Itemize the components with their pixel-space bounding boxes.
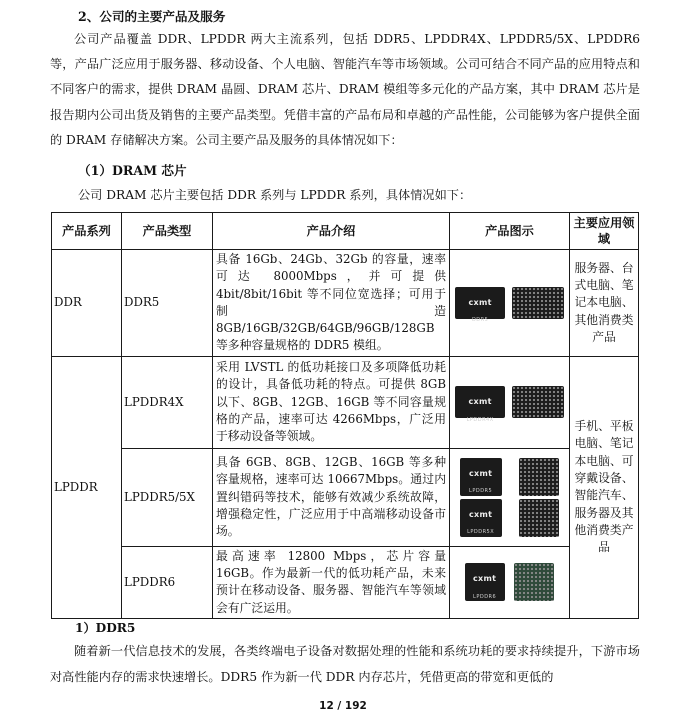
product-image-lpddr6 [450,546,570,618]
table-row [52,546,639,618]
table-intro: 公司 DRAM 芯片主要包括 DDR 系列与 LPDDR 系列，具体情况如下： [78,188,472,202]
type-cell: LPDDR4X [122,356,213,448]
page-number: 12 / 192 [319,700,367,712]
ddr5-heading: 1）DDR5 [75,621,136,635]
ddr5-paragraph [50,638,640,690]
product-image-lpddr5 [450,448,570,546]
chip-ballgrid-image [519,458,559,496]
domain-cell: 服务器、台式电脑、笔记本电脑、其他消费类产品 [570,250,639,357]
series-cell: DDR [52,250,122,357]
subheading-dram-chip: （1）DRAM 芯片 [78,163,187,178]
header-type: 产品类型 [122,213,213,250]
header-image: 产品图示 [450,213,570,250]
chip-top-image: cxmt LPDDR5 [460,458,502,496]
product-image-ddr5 [450,250,570,357]
section-heading: 2、公司的主要产品及服务 [78,9,226,24]
header-intro: 产品介绍 [213,213,450,250]
ddr5-text: 随着新一代信息技术的发展，各类终端电子设备对数据处理的性能和系统功耗的要求持续提升，下游市场对高性能内存的需求快速增长。DDR5 作为新一代 DDR 内存芯片，凭借更高的带宽和更低的 [50,644,640,684]
intro-cell: 具备 16Gb、24Gb、32Gb 的容量，速率可达 8000Mbps，并可提供 4bit/8bit/16bit 等不同位宽选择；可用于制造 8GB/16GB/32GB/64GB/96GB/128GB 等多种容量规格的 DDR5 模组。 [213,250,450,357]
product-table [51,212,639,619]
chip-ballgrid-image [519,499,559,537]
type-cell: DDR5 [122,250,213,357]
product-image-lpddr4x [450,356,570,448]
series-cell: LPDDR [52,356,122,618]
intro-cell: 具备 6GB、8GB、12GB、16GB 等多种容量规格，速率可达 10667Mbps。通过内置纠错码等技术，能够有效减少系统故障，增强稳定性，广泛应用于中高端移动设备市场。 [213,448,450,546]
chip-top-image: cxmt LPDDR5X [460,499,502,537]
chip-ballgrid-image [514,563,554,601]
header-series: 产品系列 [52,213,122,250]
table-row [52,250,639,357]
table-row [52,356,639,448]
chip-ballgrid-image [512,386,564,418]
overview-text: 公司产品覆盖 DDR、LPDDR 两大主流系列，包括 DDR5、LPDDR4X、LPDDR5/5X、LPDDR6 等，产品广泛应用于服务器、移动设备、个人电脑、智能汽车等市场领域。公司可结合不同产品的应用特点和不同客户的需求，提供 DRAM 晶圆、DRAM 芯片、DRAM 模组等多元化的产品方案，其中 DRAM 芯片是报告期内公司出货及销售的主要产品类型。凭借丰富的产品布局和卓越的产品性能，公司能够为客户提供全面的 DRAM 存储解决方案。公司主要产品及服务的具体情况如下： [50,32,640,147]
type-cell: LPDDR5/5X [122,448,213,546]
intro-cell: 采用 LVSTL 的低功耗接口及多项降低功耗的设计，具备低功耗的特点。可提供 8GB 以下、8GB、12GB、16GB 等不同容量规格的产品，速率可达 4266Mbps，广泛用于移动设备等领域。 [213,356,450,448]
chip-top-image: cxmt LPDDR6 [465,563,505,601]
domain-cell: 手机、平板电脑、笔记本电脑、可穿戴设备、智能汽车、服务器及其他消费类产品 [570,356,639,618]
chip-top-image: cxmt LPDDR4X [455,386,505,418]
table-header-row [52,213,639,250]
type-cell: LPDDR6 [122,546,213,618]
header-domain: 主要应用领域 [570,213,639,250]
intro-cell: 最高速率 12800 Mbps，芯片容量 16GB。作为最新一代的低功耗产品，未来预计在移动设备、服务器、智能汽车等领域会有广泛运用。 [213,546,450,618]
chip-top-image: cxmt DDR5 [455,287,505,319]
overview-paragraph [50,27,640,153]
table-row [52,448,639,546]
chip-ballgrid-image [512,287,564,319]
